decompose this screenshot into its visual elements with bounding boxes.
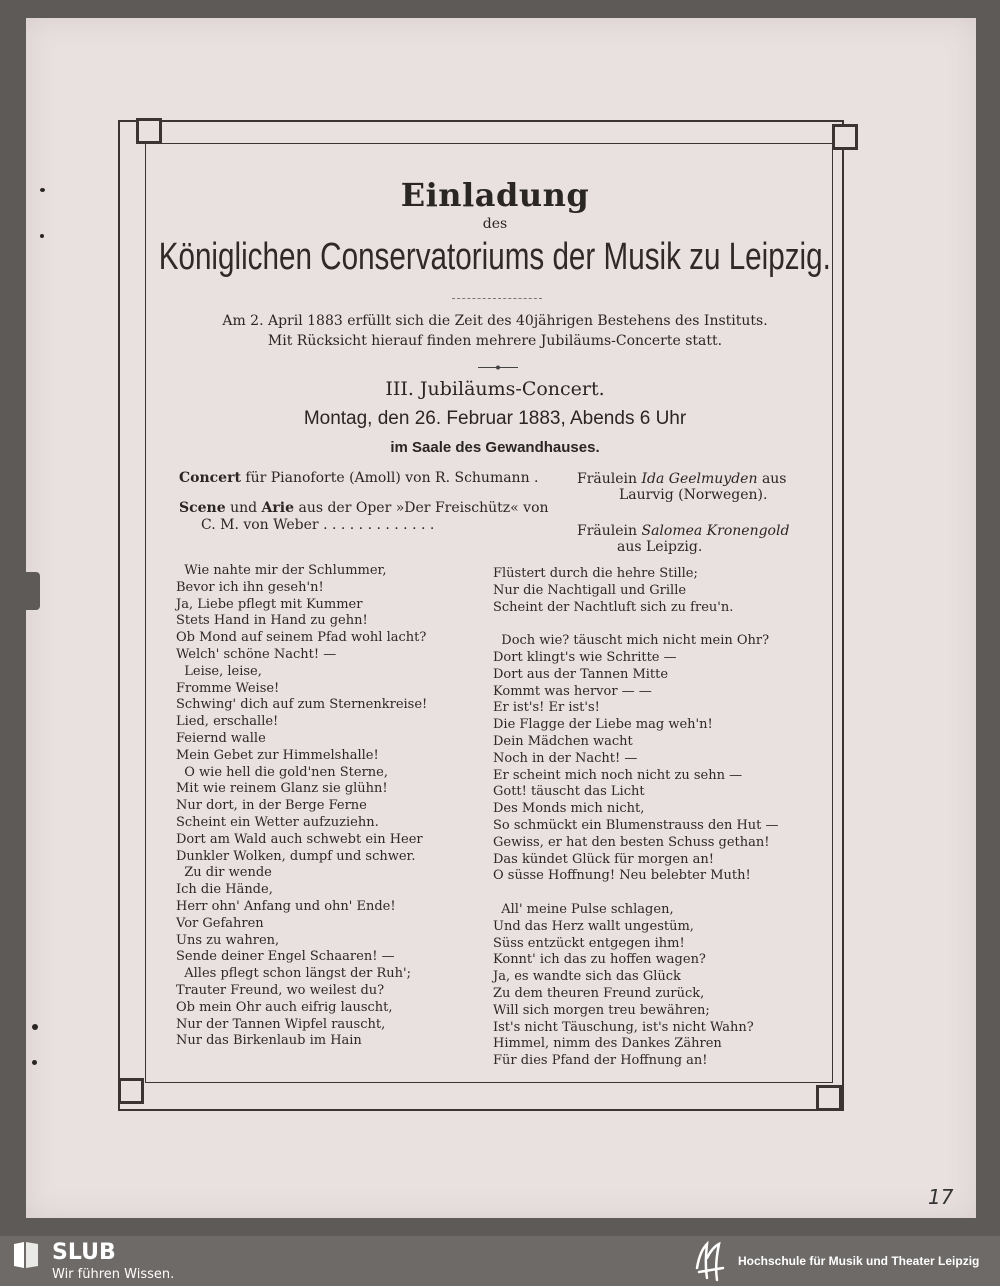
verse-line: Welch' schöne Nacht! —	[176, 646, 337, 662]
verse-line: Scheint ein Wetter aufzuziehn.	[176, 814, 379, 830]
verse-line: Schwing' dich auf zum Sternenkreise!	[176, 697, 428, 713]
divider-ornament	[452, 298, 542, 300]
intro-line-1: Am 2. April 1883 erfüllt sich die Zeit des 40jährigen Bestehens des Instituts.	[222, 313, 768, 329]
verse-line: So schmückt ein Blumenstrauss den Hut —	[493, 817, 779, 833]
verse-line: Er scheint mich noch nicht zu sehn —	[493, 767, 743, 783]
verse-line: Himmel, nimm des Dankes Zähren	[493, 1036, 722, 1052]
intro-line-2: Mit Rücksicht hierauf finden mehrere Jubiläums-Concerte statt.	[267, 333, 723, 349]
performer-name: Salomea Kronengold	[641, 523, 790, 539]
performer-origin: Laurvig (Norwegen).	[619, 487, 768, 503]
verse-line: Zu dem theuren Freund zurück,	[493, 985, 705, 1001]
verse-line: Scheint der Nachtluft sich zu freu'n.	[493, 599, 734, 615]
verse-line: O wie hell die gold'nen Sterne,	[176, 764, 388, 780]
performer-name: Ida Geelmuyden	[641, 471, 758, 487]
verse-line: Nur der Tannen Wipfel rauscht,	[176, 1016, 386, 1032]
verse-line: Das kündet Glück für morgen an!	[493, 851, 714, 867]
program-item	[179, 470, 539, 486]
program-item: Scene und Arie aus der Oper »Der Freischütz« von	[179, 500, 549, 516]
frame-corner	[832, 124, 858, 150]
verse-line: Ob mein Ohr auch eifrig lauscht,	[176, 999, 393, 1015]
verse-line	[493, 885, 779, 902]
page-number: 17	[928, 1185, 954, 1209]
program-performer: Fräulein Ida Geelmuyden aus	[577, 471, 787, 487]
concert-title: III. Jubiläums-Concert.	[385, 378, 605, 400]
verse-line: Lied, erschalle!	[176, 714, 279, 730]
verse-line: Und das Herz wallt ungestüm,	[493, 918, 694, 934]
paper-speck	[32, 1060, 37, 1065]
verse-line: Gewiss, er hat den besten Schuss gethan!	[493, 834, 770, 850]
verse-line: Konnt' ich das zu hoffen wagen?	[493, 952, 706, 968]
verse-line: Gott! täuscht das Licht	[493, 784, 645, 800]
program-performer: Fräulein Salomea Kronengold	[577, 523, 790, 539]
verse-line: Mit wie reinem Glanz sie glühn!	[176, 781, 388, 797]
verse-line: Die Flagge der Liebe mag weh'n!	[493, 717, 713, 733]
verse-line: Nur die Nachtigall und Grille	[493, 582, 687, 598]
program-piece: Concert	[179, 470, 241, 486]
title-connector: des	[482, 216, 508, 232]
verse-line: Vor Gefahren	[176, 915, 264, 931]
verse-line: O süsse Hoffnung! Neu belebter Muth!	[493, 868, 751, 884]
verse-line: Er ist's! Er ist's!	[493, 700, 600, 716]
verse-right-column	[493, 566, 779, 1070]
verse-line: Will sich morgen treu bewähren;	[493, 1002, 710, 1018]
program-piece: Arie	[261, 500, 295, 516]
verse-line: Ist's nicht Täuschung, ist's nicht Wahn?	[493, 1019, 754, 1035]
verse-line: Ob Mond auf seinem Pfad wohl lacht?	[176, 630, 427, 646]
verse-line: Kommt was hervor — —	[493, 683, 652, 699]
verse-line: Noch in der Nacht! —	[493, 750, 638, 766]
verse-line: Doch wie? täuscht mich nicht mein Ohr?	[493, 633, 770, 649]
verse-line	[493, 616, 779, 633]
verse-line: All' meine Pulse schlagen,	[493, 901, 674, 917]
verse-line: Nur das Birkenlaub im Hain	[176, 1033, 362, 1049]
verse-line: Dort aus der Tannen Mitte	[493, 666, 669, 682]
verse-line: Mein Gebet zur Himmelshalle!	[176, 747, 379, 763]
verse-line: Sende deiner Engel Schaaren! —	[176, 949, 395, 965]
verse-line: Fromme Weise!	[176, 680, 280, 696]
verse-line: Dort klingt's wie Schritte —	[493, 649, 677, 665]
paper-tear	[22, 572, 40, 610]
document-title: Einladung	[400, 176, 590, 214]
partner-name[interactable]: Hochschule für Musik und Theater Leipzig	[738, 1254, 980, 1268]
program-description: für Pianoforte (Amoll) von R. Schumann .	[245, 470, 539, 486]
verse-line: Bevor ich ihn geseh'n!	[176, 579, 324, 595]
verse-line: Für dies Pfand der Hoffnung an!	[493, 1053, 708, 1069]
hmt-logo-icon	[693, 1238, 727, 1284]
concert-venue: im Saale des Gewandhauses.	[390, 439, 600, 456]
verse-line: Trauter Freund, wo weilest du?	[176, 982, 385, 998]
frame-corner	[136, 118, 162, 144]
verse-line: Zu dir wende	[176, 865, 272, 881]
verse-line: Dunkler Wolken, dumpf und schwer.	[176, 848, 416, 864]
verse-line: Dort am Wald auch schwebt ein Heer	[176, 831, 423, 847]
verse-left-column	[176, 563, 427, 1050]
frame-corner	[118, 1078, 144, 1104]
verse-line: Stets Hand in Hand zu gehn!	[176, 613, 368, 629]
verse-line: Wie nahte mir der Schlummer,	[176, 563, 387, 578]
paper-speck	[32, 1024, 38, 1030]
library-tagline: Wir führen Wissen.	[52, 1267, 175, 1282]
performer-origin: aus Leipzig.	[617, 539, 703, 555]
verse-line: Uns zu wahren,	[176, 932, 280, 948]
program-composer: C. M. von Weber . . . . . . . . . . . . .	[201, 517, 435, 533]
divider-ornament	[478, 365, 518, 370]
verse-line: Feiernd walle	[176, 730, 266, 746]
institution-name: Königlichen Conservatoriums der Musik zu Leipzig.	[158, 236, 831, 278]
slub-logo-icon	[12, 1240, 40, 1270]
verse-line: Ja, Liebe pflegt mit Kummer	[176, 596, 363, 612]
verse-line: Leise, leise,	[176, 663, 262, 679]
verse-line: Nur dort, in der Berge Ferne	[176, 798, 367, 814]
paper-speck	[40, 234, 44, 238]
library-name[interactable]: SLUB	[52, 1240, 116, 1265]
verse-line: Ja, es wandte sich das Glück	[493, 969, 681, 985]
verse-line: Ich die Hände,	[176, 882, 273, 898]
verse-line: Des Monds mich nicht,	[493, 801, 645, 817]
verse-line: Süss entzückt entgegen ihm!	[493, 935, 685, 951]
frame-corner	[816, 1085, 842, 1111]
verse-line: Flüstert durch die hehre Stille;	[493, 566, 698, 581]
program-description: aus der Oper »Der Freischütz« von	[298, 500, 549, 516]
verse-line: Herr ohn' Anfang und ohn' Ende!	[176, 898, 396, 914]
program-piece: Scene	[179, 500, 226, 516]
verse-line: Dein Mädchen wacht	[493, 733, 633, 749]
concert-date: Montag, den 26. Februar 1883, Abends 6 Uhr	[303, 408, 687, 429]
verse-line: Alles pflegt schon längst der Ruh';	[176, 966, 411, 982]
